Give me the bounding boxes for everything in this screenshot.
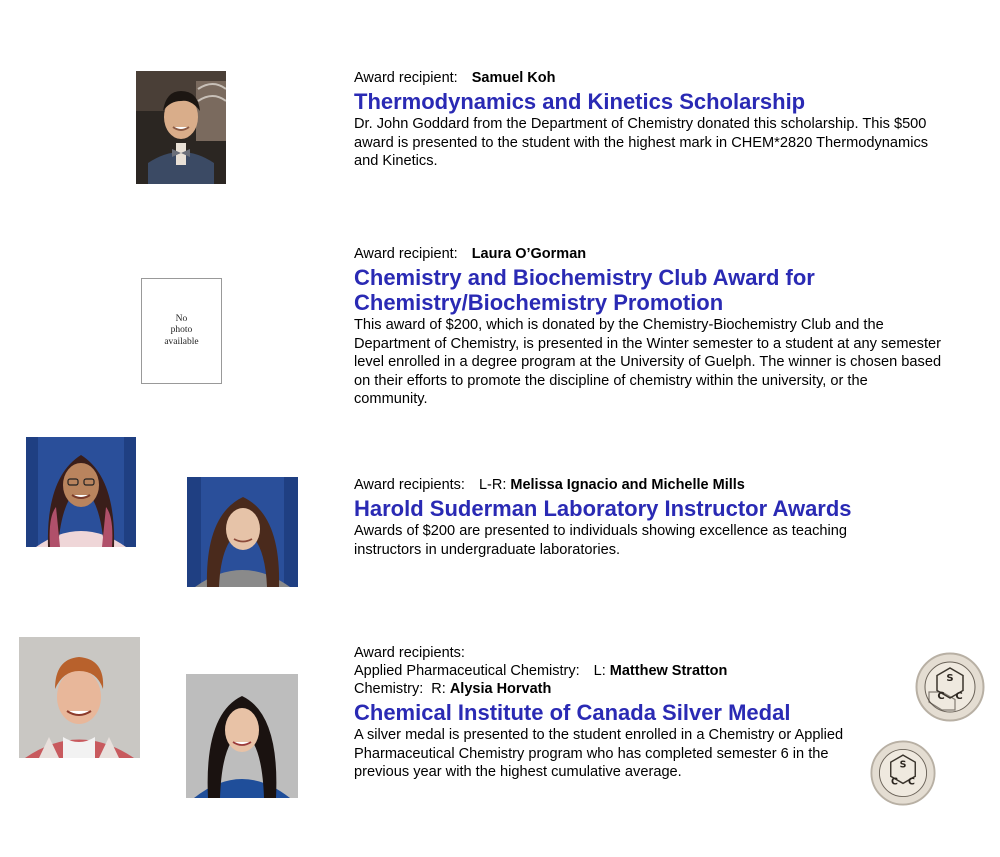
- seal-letter-1: S: [946, 673, 954, 684]
- award-recipient-line: [354, 245, 954, 263]
- photo-matthew-stratton: [19, 637, 140, 758]
- award-description: Awards of $200 are presented to individuals showing excellence as teaching instructors in undergraduate laboratories.: [354, 523, 847, 558]
- seal-letter-2: C: [891, 776, 898, 788]
- csc-seal-1: [915, 652, 985, 722]
- program-label: Applied Pharmaceutical Chemistry:: [354, 663, 580, 679]
- recipient-prefix: L-R:: [478, 477, 507, 493]
- award-recipient-line: [354, 476, 954, 494]
- award-recipient-line-1: [354, 662, 954, 680]
- photo-alysia-horvath: [186, 674, 298, 798]
- no-photo-text-1: No: [175, 313, 188, 324]
- seal-letter-1: S: [899, 759, 907, 771]
- award-recipient-label: Award recipients:: [354, 645, 465, 661]
- award-suderman: [354, 476, 954, 559]
- recipient-label: Award recipients:: [354, 477, 465, 493]
- award-cic-silver-medal: [354, 644, 954, 782]
- award-thermodynamics: [354, 69, 954, 171]
- award-title: Chemistry and Biochemistry Club Award for Chemistry/Biochemistry Promotion: [354, 265, 815, 315]
- photo-michelle-mills: [187, 477, 298, 587]
- seal-letter-3: C: [908, 776, 915, 788]
- seal-letter-3: C: [955, 691, 963, 702]
- recipient-label: Award recipient:: [354, 70, 458, 86]
- award-recipient-line: [354, 69, 954, 87]
- award-title: Chemical Institute of Canada Silver Medal: [354, 700, 791, 725]
- program-label: Chemistry:: [354, 681, 424, 697]
- recipient-name: Melissa Ignacio and Michelle Mills: [510, 477, 745, 493]
- award-title: Thermodynamics and Kinetics Scholarship: [354, 89, 806, 114]
- no-photo-placeholder: [141, 278, 222, 384]
- award-description: A silver medal is presented to the student enrolled in a Chemistry or Applied Pharmaceutical Chemistry program who has completed semester 6 in the previous year with the highest cumulative average.: [354, 727, 844, 780]
- recipient-name: Matthew Stratton: [609, 663, 728, 679]
- no-photo-text-3: available: [164, 336, 199, 347]
- award-chem-club: [354, 245, 954, 409]
- photo-melissa-ignacio: [26, 437, 136, 547]
- photo-samuel-koh: [136, 71, 226, 184]
- recipient-prefix: R:: [431, 681, 446, 697]
- award-recipient-line-2: [354, 680, 954, 698]
- recipient-label: Award recipient:: [354, 246, 458, 262]
- recipient-name: Samuel Koh: [471, 70, 556, 86]
- recipient-name: Alysia Horvath: [449, 681, 552, 697]
- recipient-prefix: L:: [593, 663, 606, 679]
- award-title: Harold Suderman Laboratory Instructor Awards: [354, 496, 852, 521]
- seal-letter-2: C: [937, 691, 945, 702]
- award-description: Dr. John Goddard from the Department of Chemistry donated this scholarship. This $500 award is presented to the student with the highest mark in CHEM*2820 Thermodynamics and Kinetics.: [354, 116, 929, 169]
- award-description: This award of $200, which is donated by the Chemistry-Biochemistry Club and the Department of Chemistry, is presented in the Winter semester to a student at any semester level enrolled in a degree program at the University of Guelph. The winner is chosen based on their efforts to promote the discipline of chemistry within the university, or the community.: [354, 317, 942, 407]
- recipient-name: Laura O’Gorman: [471, 246, 587, 262]
- csc-seal-2: [870, 740, 936, 806]
- no-photo-text-2: photo: [170, 325, 193, 336]
